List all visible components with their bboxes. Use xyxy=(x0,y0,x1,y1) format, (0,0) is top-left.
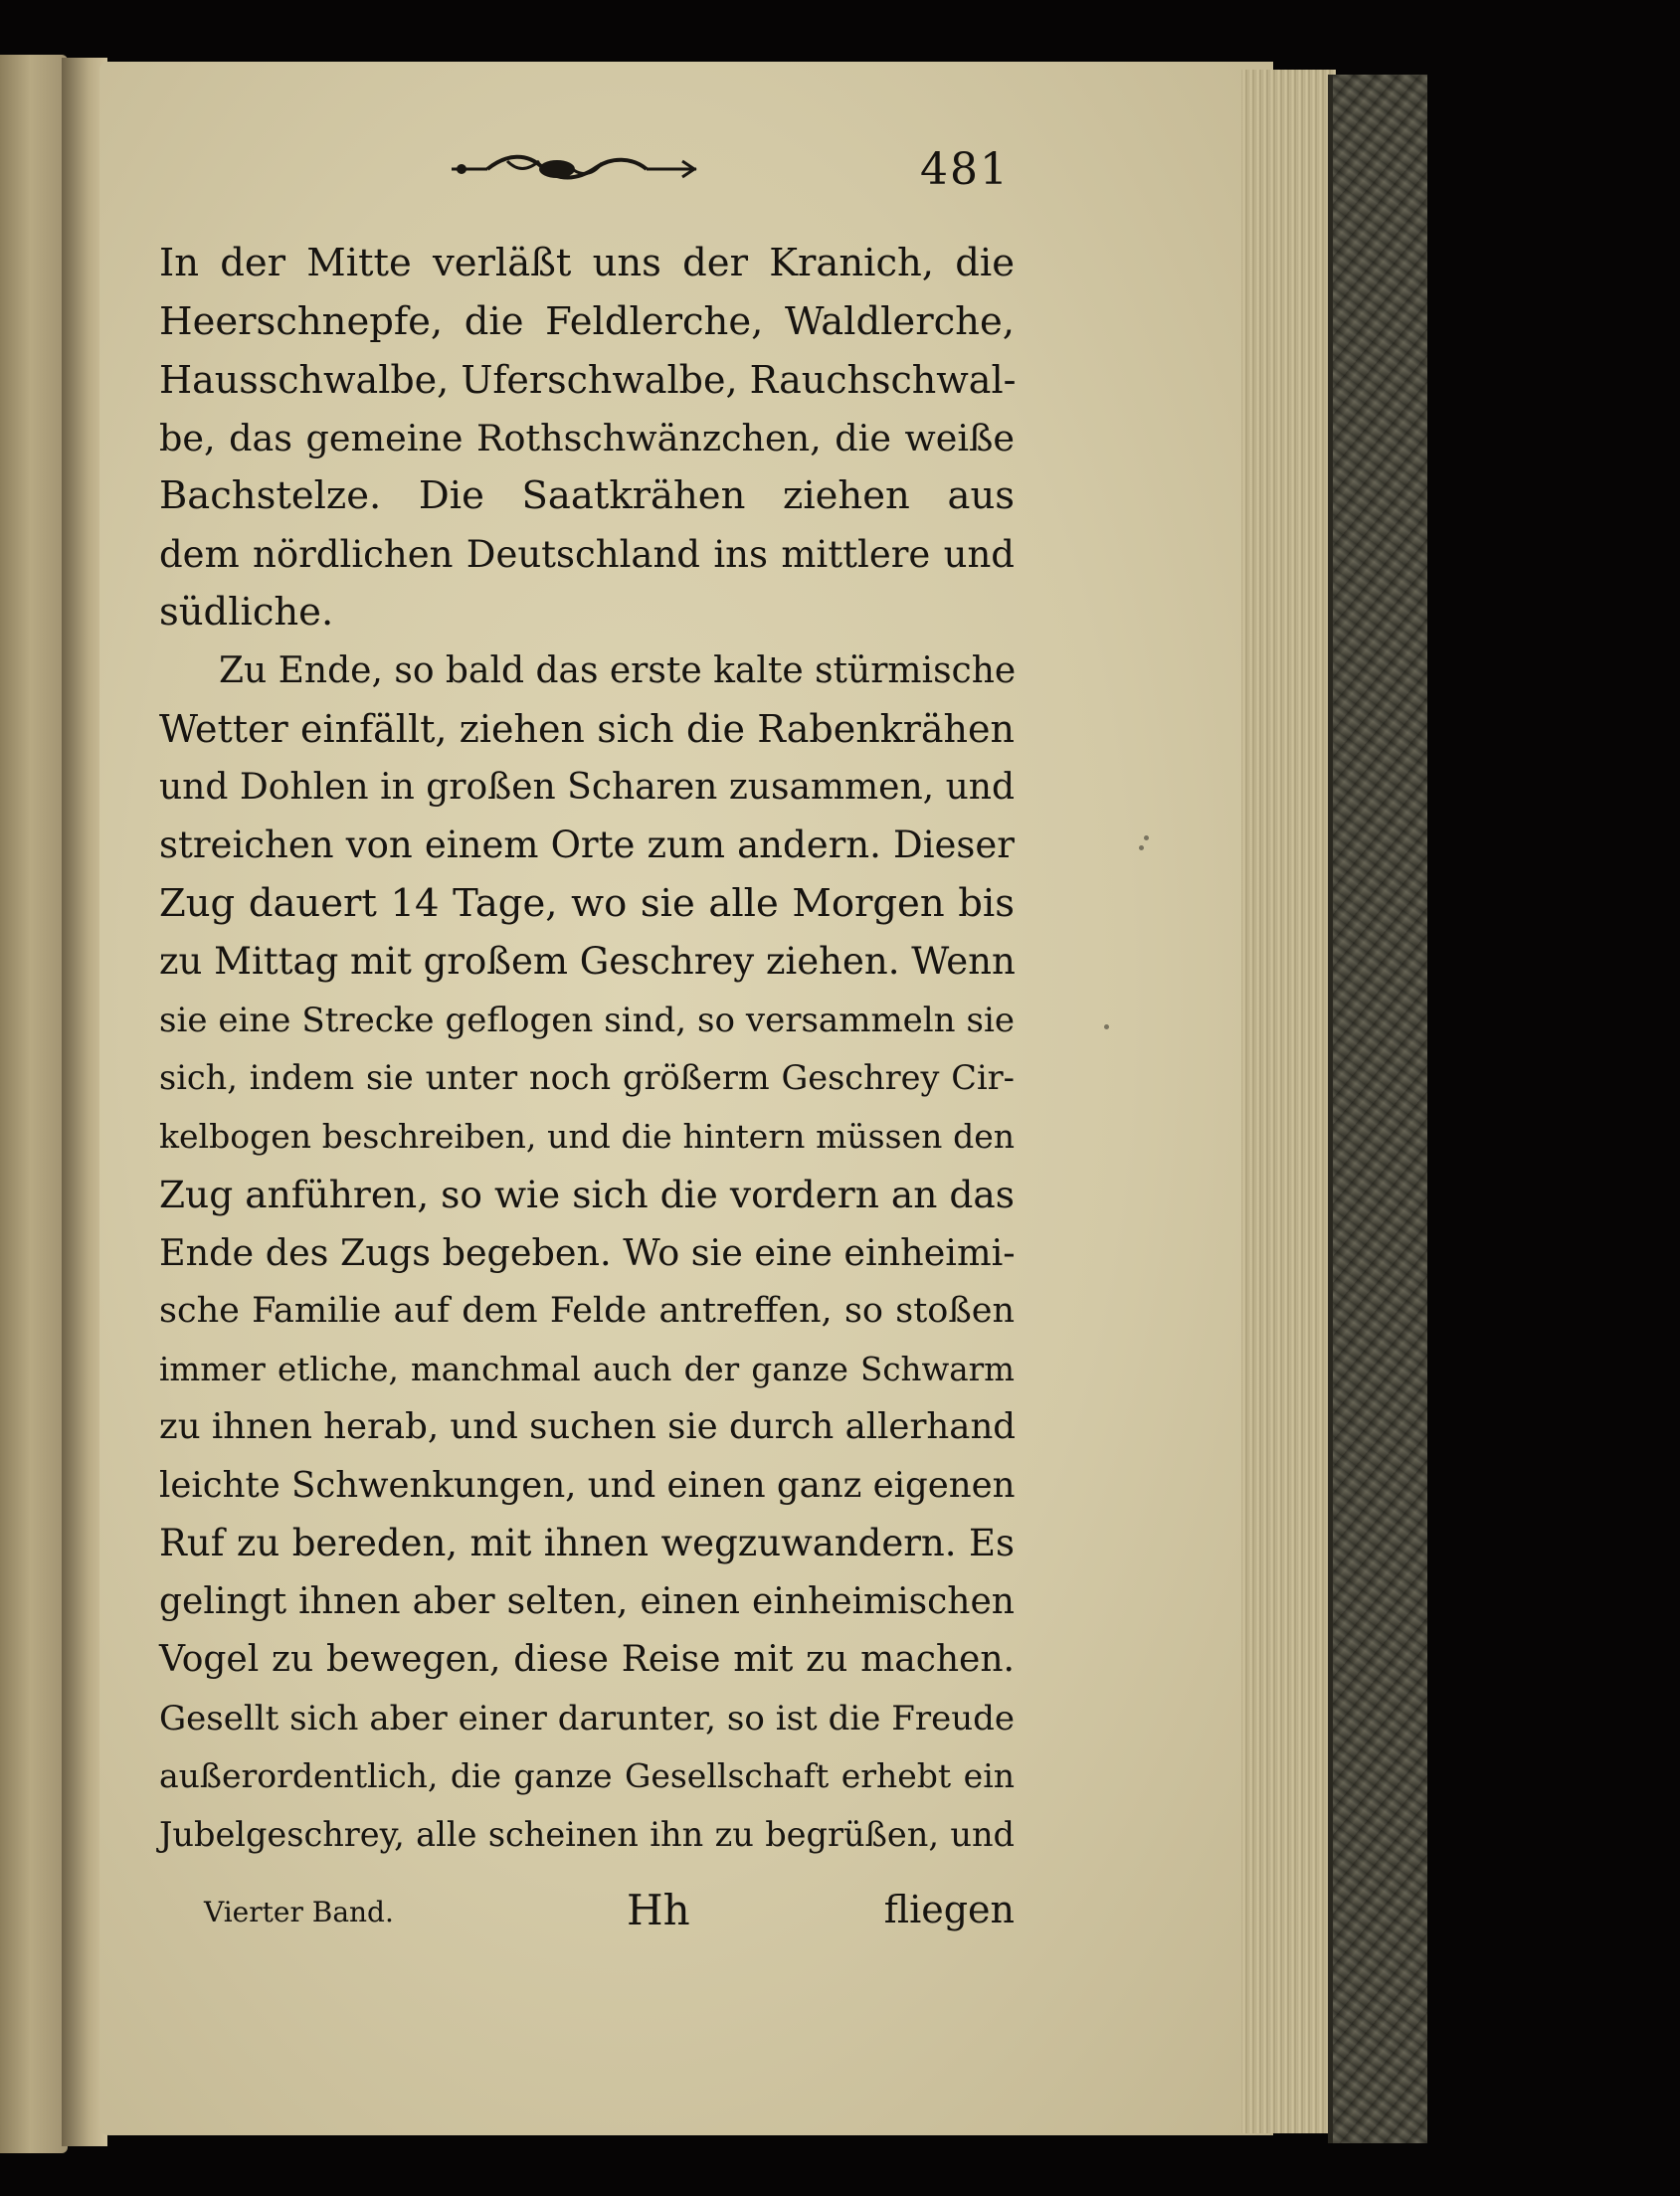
text-line: Zu Ende, so bald das erste kalte stürmische xyxy=(219,649,1017,691)
text-line: Zug anführen, so wie sich die vordern an das xyxy=(159,1173,1015,1216)
catchword: fliegen xyxy=(883,1888,1015,1931)
text-line: Heerschnepfe, die Feldlerche, Waldlerche, xyxy=(159,298,1015,344)
text-line: sche Familie auf dem Felde antreffen, so stoßen xyxy=(159,1291,1015,1331)
text-line: Jubelgeschrey, alle scheinen ihn zu begrüßen, und xyxy=(159,1814,1015,1854)
paper-speck xyxy=(1139,845,1144,850)
body-text xyxy=(159,235,1015,1864)
text-line: zu ihnen herab, und suchen sie durch allerhand xyxy=(159,1406,1017,1447)
text-line: streichen von einem Orte zum andern. Dieser xyxy=(159,824,1015,866)
paper-speck xyxy=(1104,1024,1109,1029)
facing-page-edge xyxy=(0,55,68,2153)
running-head xyxy=(448,139,1010,199)
text-line: sie eine Strecke geflogen sind, so versammeln sie xyxy=(159,1000,1015,1040)
text-line: Zug dauert 14 Tage, wo sie alle Morgen bis xyxy=(159,880,1015,926)
volume-signature: Vierter Band. xyxy=(204,1896,394,1928)
text-line: Bachstelze. Die Saatkrähen ziehen aus xyxy=(159,473,1015,518)
text-line: Ende des Zugs begeben. Wo sie eine einheimi- xyxy=(159,1230,1016,1274)
paragraph xyxy=(159,235,1015,642)
text-line: leichte Schwenkungen, und einen ganz eigenen xyxy=(159,1464,1016,1506)
text-line: und Dohlen in großen Scharen zusammen, und xyxy=(159,766,1015,808)
text-line: südliche. xyxy=(159,590,334,635)
text-line: kelbogen beschreiben, und die hintern müssen den xyxy=(159,1116,1015,1156)
text-line: zu Mittag mit großem Geschrey ziehen. Wenn xyxy=(159,940,1016,983)
gathering-signature-mark: Hh xyxy=(627,1886,690,1934)
text-line: immer etliche, manchmal auch der ganze Schwarm xyxy=(159,1350,1015,1388)
paper-speck xyxy=(1144,835,1149,840)
paragraph xyxy=(159,642,1015,1865)
text-line: dem nördlichen Deutschland ins mittlere und xyxy=(159,532,1015,576)
text-line: Wetter einfällt, ziehen sich die Rabenkrähen xyxy=(159,707,1015,751)
marbled-cover xyxy=(1333,75,1427,2143)
page-content xyxy=(159,139,1015,1941)
text-line: be, das gemeine Rothschwänzchen, die weiße xyxy=(159,416,1015,459)
page-block-edges xyxy=(1241,70,1336,2133)
text-line: außerordentlich, die ganze Gesellschaft erhebt ein xyxy=(159,1756,1015,1795)
text-line: gelingt ihnen aber selten, einen einheimischen xyxy=(159,1580,1015,1622)
text-line: Gesellt sich aber einer darunter, so ist die Freude xyxy=(159,1698,1015,1738)
text-line: sich, indem sie unter noch größerm Geschrey Cir- xyxy=(159,1058,1015,1097)
text-line: Hausschwalbe, Uferschwalbe, Rauchschwal- xyxy=(159,358,1017,402)
text-line: Ruf zu bereden, mit ihnen wegzuwandern. Es xyxy=(159,1522,1015,1564)
text-line: Vogel zu bewegen, diese Reise mit zu machen. xyxy=(159,1639,1015,1680)
headpiece-ornament-icon xyxy=(448,149,706,189)
page-number: 481 xyxy=(920,143,1010,195)
page-footer xyxy=(159,1882,1015,1941)
text-line: In der Mitte verläßt uns der Kranich, die xyxy=(159,241,1015,285)
